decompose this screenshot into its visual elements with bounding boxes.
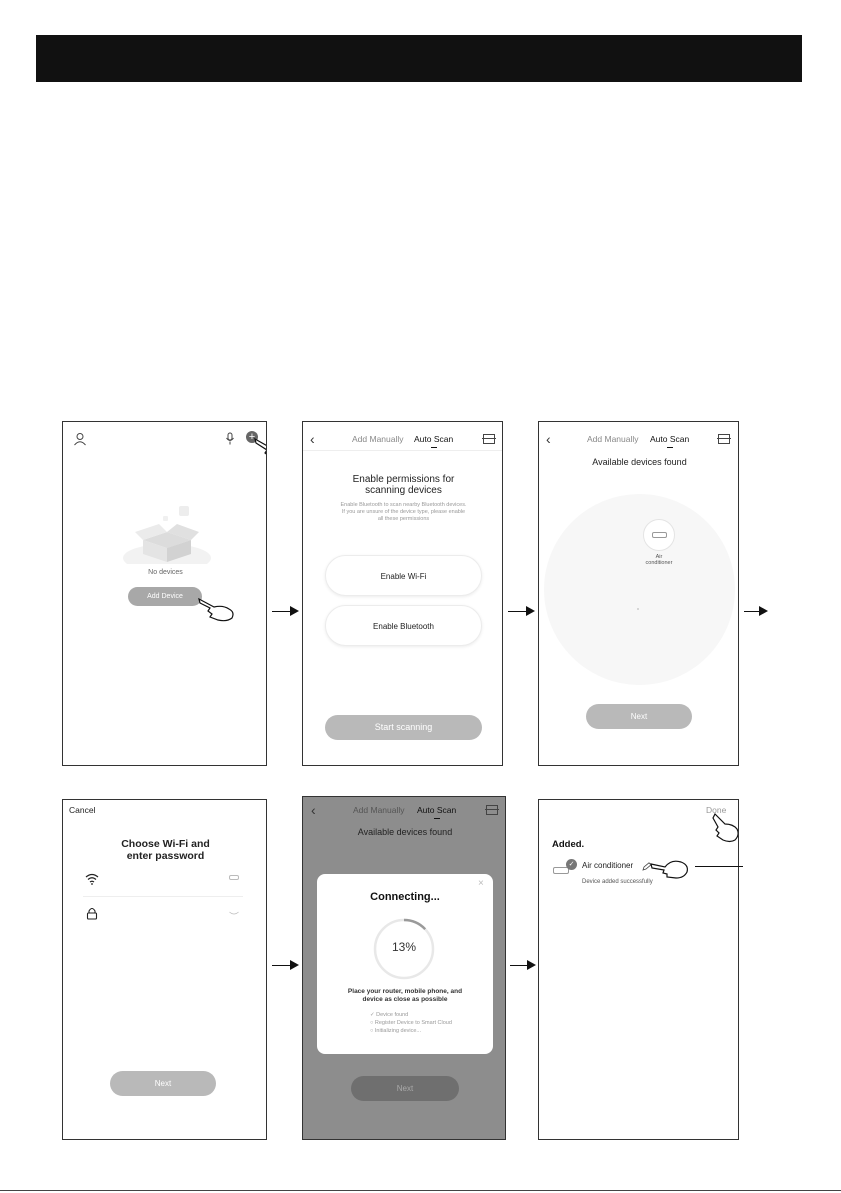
eye-hidden-icon[interactable] [229, 911, 239, 916]
back-icon[interactable]: ‹ [310, 431, 315, 447]
instruction-line2: device as close as possible [362, 996, 448, 1003]
radar-circle [544, 494, 735, 685]
device-label-line2: conditioner [645, 560, 673, 566]
password-input[interactable] [107, 905, 243, 923]
dialog-title: Connecting... [370, 891, 440, 903]
progress-text: 13% [391, 940, 417, 954]
scan-icon[interactable] [718, 434, 730, 444]
air-conditioner-icon [652, 532, 667, 538]
field-divider [83, 896, 243, 897]
flow-arrow [510, 965, 534, 966]
tab-auto-scan[interactable]: Auto Scan [414, 434, 454, 444]
cancel-link[interactable]: Cancel [69, 805, 96, 815]
enable-bluetooth-button[interactable]: Enable Bluetooth [325, 605, 482, 646]
tab-add-manually[interactable]: Add Manually [353, 805, 405, 815]
page-bottom-rule [0, 1190, 841, 1191]
callout-line [695, 866, 743, 867]
tap-hand-icon [649, 856, 695, 884]
wifi-title-line1: Choose Wi-Fi and [121, 838, 210, 850]
wifi-title-line2: enter password [126, 850, 205, 862]
screen-device-added [538, 799, 739, 1140]
bottom-tab-bar [63, 738, 267, 766]
connecting-dialog [317, 874, 493, 1054]
device-label [639, 554, 679, 566]
tab-add-manually[interactable]: Add Manually [587, 434, 639, 444]
empty-box-illustration [121, 502, 213, 564]
wifi-icon [85, 873, 99, 885]
microphone-icon[interactable] [225, 432, 235, 446]
device-name: Air conditioner [582, 861, 634, 870]
step-initializing [370, 1027, 452, 1035]
permissions-title [303, 474, 503, 496]
tab-auto-scan[interactable]: Auto Scan [417, 805, 457, 815]
next-button[interactable]: Next [110, 1071, 216, 1096]
success-check-icon: ✓ [566, 859, 577, 870]
device-label-line1: Air [655, 554, 663, 560]
radar-center-dot [637, 608, 639, 610]
screen-connecting [302, 796, 506, 1140]
permissions-description [303, 502, 503, 523]
screen-devices-found [538, 421, 739, 766]
tab-add-manually[interactable]: Add Manually [352, 434, 404, 444]
add-device-button[interactable]: Add Device [128, 587, 202, 606]
step-label: Device found [376, 1012, 409, 1018]
check-icon: ✓ [370, 1012, 377, 1018]
added-heading: Added. [552, 839, 585, 850]
flow-arrow [272, 611, 297, 612]
desc-line1: Enable Bluetooth to scan nearby Bluetooth devices. [340, 502, 467, 508]
progress-steps [370, 1011, 452, 1035]
next-button[interactable]: Next [586, 704, 692, 729]
found-title: Available devices found [357, 827, 453, 837]
empty-state-text: No devices [148, 569, 183, 576]
instruction-line1: Place your router, mobile phone, and [347, 988, 463, 995]
step-label: Register Device to Smart Cloud [374, 1020, 452, 1026]
scan-icon[interactable] [486, 805, 498, 815]
wifi-network-field[interactable] [107, 870, 243, 888]
back-icon[interactable]: ‹ [311, 802, 316, 818]
switch-network-icon[interactable] [229, 875, 239, 880]
permissions-title-line2: scanning devices [365, 485, 442, 496]
manual-header-bar [36, 35, 802, 82]
add-plus-icon[interactable]: + [246, 431, 258, 443]
tap-hand-icon [711, 812, 739, 846]
tap-hand-icon [197, 595, 237, 623]
screen-home [62, 421, 267, 766]
step-label: Initializing device... [374, 1028, 422, 1034]
flow-arrow [272, 965, 297, 966]
device-air-conditioner[interactable] [643, 519, 675, 551]
permissions-title-line1: Enable permissions for [352, 474, 455, 485]
back-icon[interactable]: ‹ [546, 431, 551, 447]
lock-icon [86, 907, 98, 920]
done-button[interactable]: Done [706, 805, 727, 815]
flow-arrow [744, 611, 766, 612]
enable-wifi-button[interactable]: Enable Wi-Fi [325, 555, 482, 596]
close-icon[interactable]: × [478, 878, 484, 889]
next-button[interactable]: Next [351, 1076, 459, 1101]
pending-icon: ○ [370, 1020, 375, 1026]
screen-permissions [302, 421, 503, 766]
screen-choose-wifi [62, 799, 267, 1140]
wifi-title [63, 838, 267, 862]
desc-line3: all these permissions [377, 516, 430, 522]
scan-icon[interactable] [483, 434, 495, 444]
step-register-cloud [370, 1019, 452, 1027]
pending-icon: ○ [370, 1028, 375, 1034]
step-device-found [370, 1011, 452, 1019]
placement-instruction [317, 988, 493, 1004]
start-scanning-button[interactable]: Start scanning [325, 715, 482, 740]
status-text: Device added successfully [582, 879, 653, 885]
found-title: Available devices found [592, 457, 687, 467]
flow-arrow [508, 611, 533, 612]
tab-auto-scan[interactable]: Auto Scan [650, 434, 690, 444]
tap-hand-icon [253, 435, 267, 465]
separator [303, 450, 503, 451]
profile-icon[interactable] [73, 432, 87, 446]
desc-line2: If you are unsure of the device type, please enable [341, 509, 466, 515]
